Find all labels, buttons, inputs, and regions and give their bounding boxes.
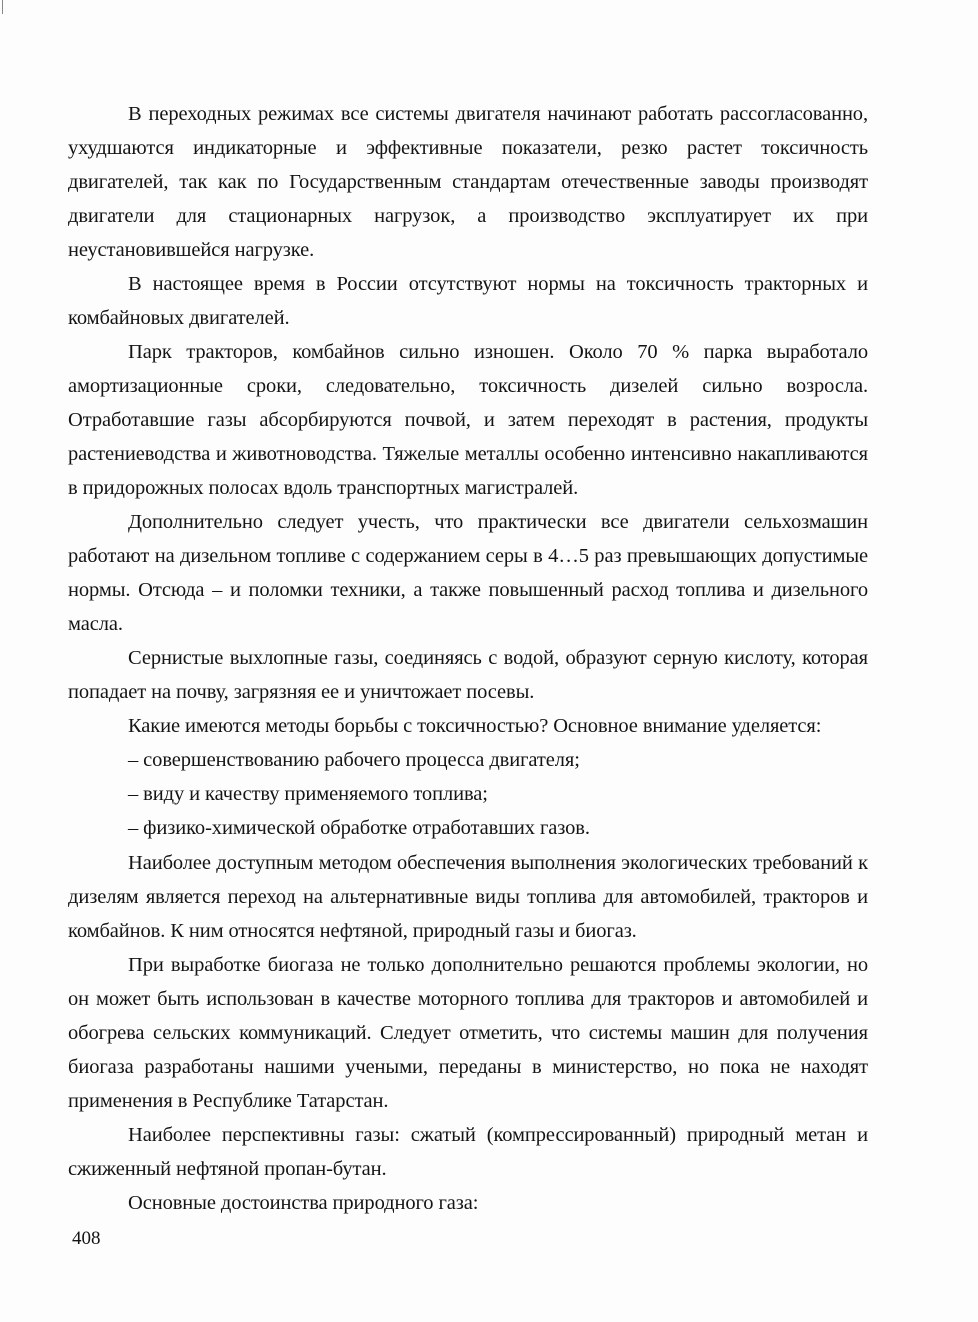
list-item-2: – виду и качеству применяемого топлива; [128,783,488,805]
list-item-3: – физико-химической обработке отработавших газов. [128,817,590,839]
paragraph-3: Парк тракторов, комбайнов сильно изношен. Около 70 % парка выработало амортизационные сроки, следовательно, токсичность дизелей сильно возросла. Отработавшие газы абсорбируются почвой, и затем переходят в растения, продукты растениеводства и животноводства. Тяжелые металлы особенно интенсивно накапливаются в придорожных полосах вдоль транспортных магистралей. [68,341,868,499]
paragraph-2: В настоящее время в России отсутствуют нормы на токсичность тракторных и комбайновых двигателей. [68,273,868,329]
paragraph-10: Основные достоинства природного газа: [128,1192,479,1214]
scan-artifact [2,0,3,14]
page-number: 408 [72,1228,101,1249]
paragraph-5: Сернистые выхлопные газы, соединяясь с водой, образуют серную кислоту, которая попадает на почву, загрязняя ее и уничтожает посевы. [68,647,868,703]
paragraph-1: В переходных режимах все системы двигателя начинают работать рассогласованно, ухудшаются индикаторные и эффективные показатели, резко растет токсичность двигателей, так как по Государственным стандартам отечественные заводы производят двигатели для стационарных нагрузок, а производство эксплуатирует их при неустановившейся нагрузке. [68,103,868,261]
paragraph-4: Дополнительно следует учесть, что практически все двигатели сельхозмашин работают на дизельном топливе с содержанием серы в 4…5 раз превышающих допустимые нормы. Отсюда – и поломки техники, а также повышенный расход топлива и дизельного масла. [68,511,868,635]
paragraph-8: При выработке биогаза не только дополнительно решаются проблемы экологии, но он может быть использован в качестве моторного топлива для тракторов и автомобилей и обогрева сельских коммуникаций. Следует отметить, что системы машин для получения биогаза разработаны нашими учеными, переданы в министерство, но пока не находят применения в Республике Татарстан. [68,954,868,1112]
paragraph-7: Наиболее доступным методом обеспечения выполнения экологических требований к дизелям является переход на альтернативные виды топлива для автомобилей, тракторов и комбайнов. К ним относятся нефтяной, природный газы и биогаз. [68,852,868,942]
body-text [68,97,868,1220]
list-item-1: – совершенствованию рабочего процесса двигателя; [128,749,580,771]
paragraph-9: Наиболее перспективны газы: сжатый (компрессированный) природный метан и сжиженный нефтяной пропан-бутан. [68,1124,868,1180]
paragraph-6: Какие имеются методы борьбы с токсичностью? Основное внимание уделяется: [128,715,822,737]
